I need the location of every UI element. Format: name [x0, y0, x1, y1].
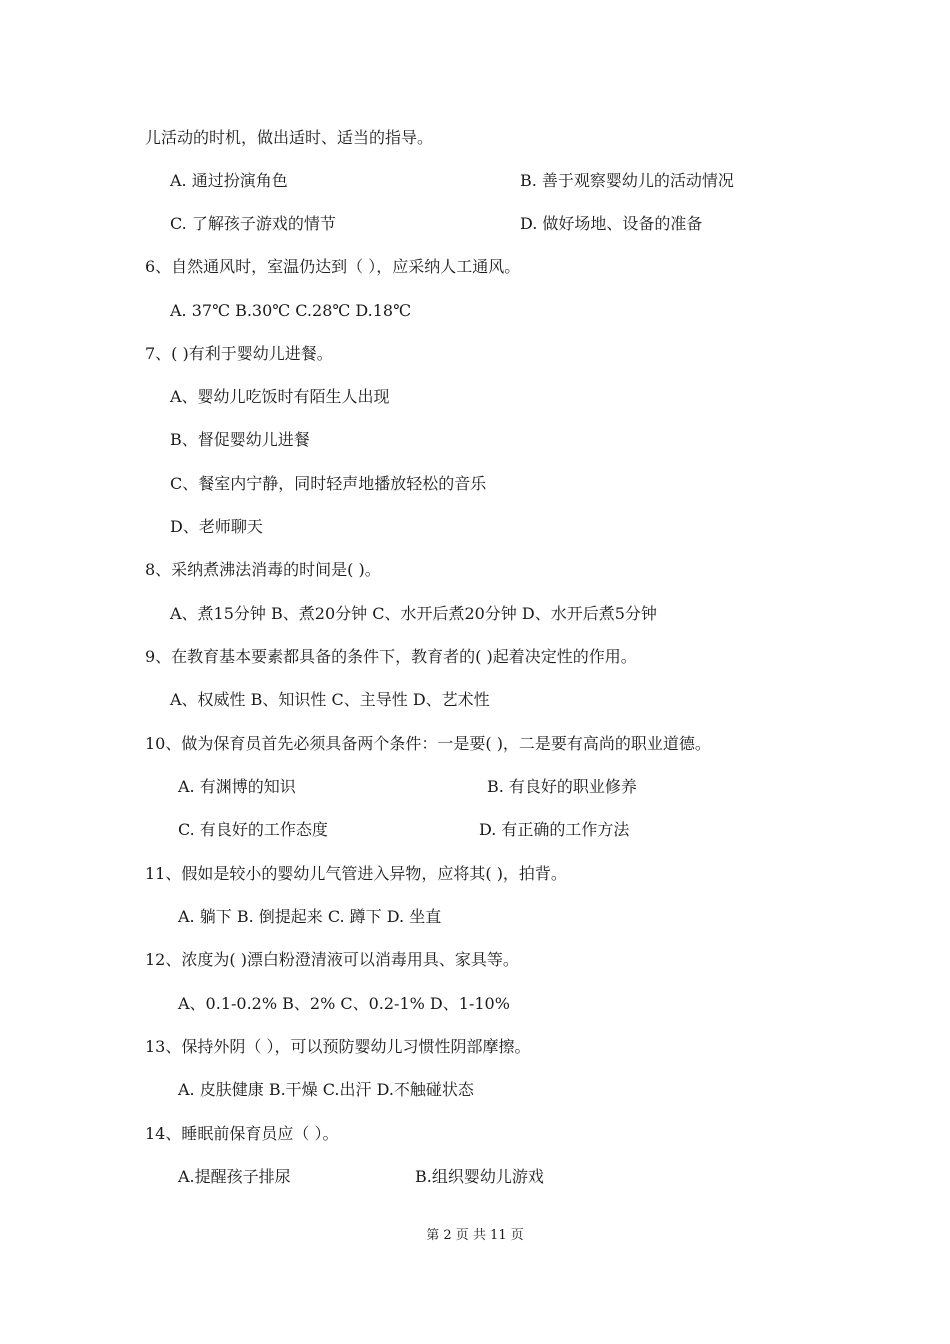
- question-10-option-a: A. 有渊博的知识: [178, 777, 296, 796]
- question-10-option-c: C. 有良好的工作态度: [178, 820, 328, 839]
- question-5-continuation: 儿活动的时机，做出适时、适当的指导。: [145, 128, 434, 147]
- question-14-option-a: A.提醒孩子排尿: [178, 1167, 291, 1186]
- question-13-options: A. 皮肤健康 B.干燥 C.出汗 D.不触碰状态: [178, 1080, 474, 1099]
- question-5-option-b: B. 善于观察婴幼儿的活动情况: [520, 171, 734, 190]
- question-7-option-b: B、督促婴幼儿进餐: [170, 430, 310, 449]
- question-12-stem: 12、浓度为( )漂白粉澄清液可以消毒用具、家具等。: [145, 950, 519, 969]
- question-5-option-c: C. 了解孩子游戏的情节: [170, 214, 336, 233]
- question-5-option-a: A. 通过扮演角色: [170, 171, 288, 190]
- page-footer: 第 2 页 共 11 页: [426, 1228, 524, 1243]
- question-9-stem: 9、在教育基本要素都具备的条件下，教育者的( )起着决定性的作用。: [145, 647, 637, 666]
- question-11-options: A. 躺下 B. 倒提起来 C. 蹲下 D. 坐直: [178, 907, 442, 926]
- question-10-option-d: D. 有正确的工作方法: [479, 820, 630, 839]
- question-8-stem: 8、采纳煮沸法消毒的时间是( )。: [145, 560, 381, 579]
- question-6-stem: 6、自然通风时，室温仍达到（ ），应采纳人工通风。: [145, 257, 521, 276]
- question-9-options: A、权威性 B、知识性 C、主导性 D、艺术性: [170, 690, 490, 709]
- question-13-stem: 13、保持外阴（ ），可以预防婴幼儿习惯性阴部摩擦。: [145, 1037, 531, 1056]
- question-6-options: A. 37℃ B.30℃ C.28℃ D.18℃: [170, 301, 411, 320]
- question-7-option-c: C、餐室内宁静，同时轻声地播放轻松的音乐: [170, 474, 487, 493]
- question-11-stem: 11、假如是较小的婴幼儿气管进入异物，应将其( )，拍背。: [145, 864, 567, 883]
- question-5-option-d: D. 做好场地、设备的准备: [520, 214, 703, 233]
- question-7-option-d: D、老师聊天: [170, 517, 263, 536]
- question-12-options: A、0.1-0.2% B、2% C、0.2-1% D、1-10%: [178, 994, 510, 1013]
- question-10-stem: 10、做为保育员首先必须具备两个条件：一是要( )，二是要有高尚的职业道德。: [145, 734, 711, 753]
- question-7-option-a: A、婴幼儿吃饭时有陌生人出现: [170, 387, 390, 406]
- question-8-options: A、煮15分钟 B、煮20分钟 C、水开后煮20分钟 D、水开后煮5分钟: [170, 604, 657, 623]
- question-14-option-b: B.组织婴幼儿游戏: [415, 1167, 544, 1186]
- question-10-option-b: B. 有良好的职业修养: [487, 777, 637, 796]
- question-14-stem: 14、睡眠前保育员应（ ）。: [145, 1124, 339, 1143]
- question-7-stem: 7、( )有利于婴幼儿进餐。: [145, 344, 333, 363]
